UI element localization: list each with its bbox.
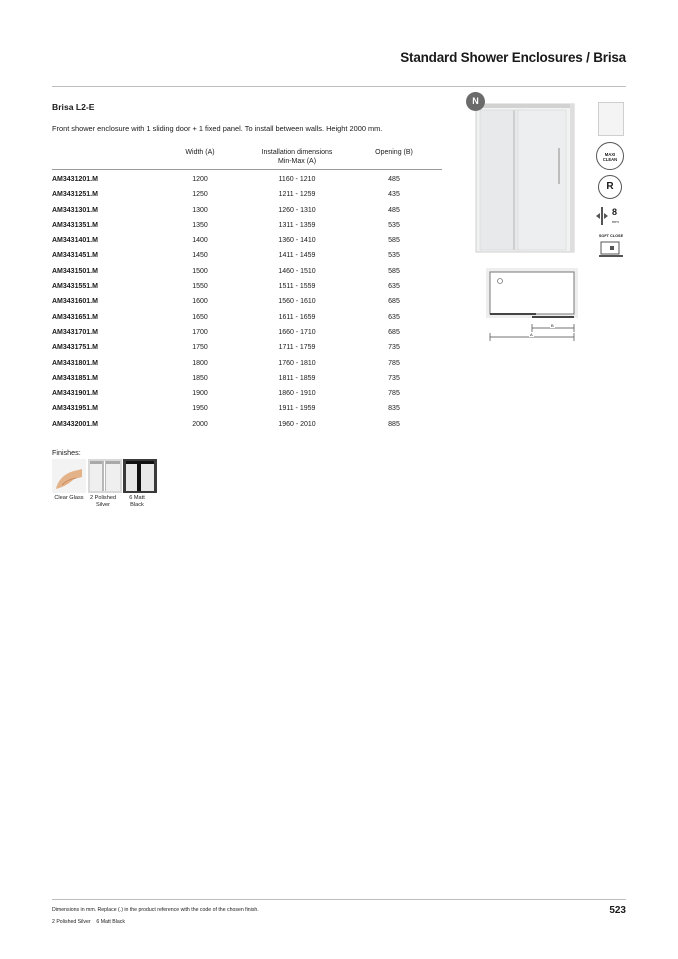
installation-range: 1711 - 1759	[278, 344, 316, 352]
opening-value: 585	[388, 237, 400, 245]
installation-range: 1411 - 1459	[278, 252, 316, 260]
opening-value: 735	[388, 344, 400, 352]
width-value: 1950	[192, 405, 208, 413]
opening-value: 835	[388, 405, 400, 413]
footer-rule	[52, 899, 626, 900]
installation-range: 1560 - 1610	[278, 298, 316, 306]
product-reference: AM3431251.M	[52, 191, 98, 199]
opening-value: 635	[388, 283, 400, 291]
polished-silver-swatch	[88, 459, 122, 493]
table-row	[52, 327, 442, 342]
installation-range: 1260 - 1310	[278, 206, 316, 214]
column-header-installation-line1: Installation dimensions	[261, 149, 333, 156]
page-number: 523	[609, 905, 626, 916]
product-reference: AM3431451.M	[52, 252, 98, 260]
reversible-icon: R	[598, 175, 622, 199]
opening-value: 635	[388, 313, 400, 321]
installation-range: 1211 - 1259	[278, 191, 316, 199]
glass-thickness-value: 8	[612, 207, 618, 217]
opening-value: 585	[388, 267, 400, 275]
table-row	[52, 388, 442, 403]
product-reference: AM3432001.M	[52, 420, 98, 428]
maxi-clean-icon: MAXI CLEAN	[596, 142, 624, 170]
table-row	[52, 174, 442, 189]
plan-label-a: A	[530, 332, 533, 337]
finishes-label: Finishes:	[52, 448, 81, 457]
table-row	[52, 403, 442, 418]
glass-thickness-unit: mm	[612, 219, 619, 224]
product-table	[52, 174, 442, 434]
width-value: 1700	[192, 328, 208, 336]
table-row	[52, 281, 442, 296]
table-row	[52, 250, 442, 265]
header-rule	[52, 86, 626, 87]
width-value: 1600	[192, 298, 208, 306]
opening-value: 785	[388, 390, 400, 398]
installation-range: 1660 - 1710	[278, 328, 316, 336]
product-reference: AM3431401.M	[52, 237, 98, 245]
width-value: 1200	[192, 176, 208, 183]
installation-range: 1960 - 2010	[278, 420, 316, 428]
width-value: 1850	[192, 374, 208, 382]
width-value: 1650	[192, 313, 208, 321]
opening-value: 435	[388, 191, 400, 199]
opening-value: 785	[388, 359, 400, 367]
column-header-installation-line2: Min-Max (A)	[277, 158, 317, 165]
opening-value: 535	[388, 221, 400, 229]
table-row	[52, 205, 442, 220]
glass-thickness-icon	[596, 206, 628, 228]
product-reference: AM3431601.M	[52, 298, 98, 306]
table-row	[52, 189, 442, 204]
model-name: Brisa L2-E	[52, 102, 95, 112]
finish-label-clear-glass: Clear Glass	[54, 495, 84, 501]
new-badge: N	[466, 92, 485, 111]
table-row	[52, 342, 442, 357]
product-reference: AM3431851.M	[52, 374, 98, 382]
installation-range: 1911 - 1959	[278, 405, 316, 413]
table-row	[52, 220, 442, 235]
opening-value: 485	[388, 206, 400, 214]
width-value: 1450	[192, 252, 208, 260]
table-row	[52, 358, 442, 373]
installation-range: 1611 - 1659	[278, 313, 316, 321]
footer-finish-codes: 2 Polished Silver 6 Matt Black	[52, 919, 125, 925]
table-row	[52, 312, 442, 327]
opening-value: 685	[388, 328, 400, 336]
column-header-installation	[242, 148, 352, 166]
installation-range: 1760 - 1810	[278, 359, 316, 367]
product-reference: AM3431651.M	[52, 313, 98, 321]
width-value: 1300	[192, 206, 208, 214]
table-row	[52, 419, 442, 434]
width-value: 1750	[192, 344, 208, 352]
installation-range: 1360 - 1410	[278, 237, 316, 245]
width-value: 1550	[192, 283, 208, 291]
thumbnail-icon	[598, 102, 624, 136]
product-image	[474, 100, 577, 253]
model-description: Front shower enclosure with 1 sliding door + 1 fixed panel. To install between walls. Height 2000 mm.	[52, 124, 383, 133]
column-header-width: Width (A)	[185, 149, 215, 156]
finish-label-polished-silver: 2 Polished Silver	[89, 495, 117, 508]
product-reference: AM3431501.M	[52, 267, 98, 275]
column-header-opening: Opening (B)	[375, 149, 413, 156]
width-value: 1500	[192, 267, 208, 275]
installation-range: 1811 - 1859	[278, 374, 316, 382]
soft-close-icon: SOFT CLOSE	[596, 234, 626, 262]
width-value: 2000	[192, 420, 208, 428]
table-row	[52, 373, 442, 388]
installation-range: 1160 - 1210	[278, 176, 316, 183]
opening-value: 485	[388, 176, 400, 183]
installation-range: 1511 - 1559	[278, 283, 316, 291]
width-value: 1250	[192, 191, 208, 199]
width-value: 1900	[192, 390, 208, 398]
finish-label-matt-black: 6 Matt Black	[129, 495, 145, 508]
opening-value: 685	[388, 298, 400, 306]
product-reference: AM3431901.M	[52, 390, 98, 398]
opening-value: 535	[388, 252, 400, 260]
product-reference: AM3431201.M	[52, 176, 98, 183]
opening-value: 885	[388, 420, 400, 428]
matt-black-swatch	[123, 459, 157, 493]
product-reference: AM3431351.M	[52, 221, 98, 229]
opening-value: 735	[388, 374, 400, 382]
product-reference: AM3431551.M	[52, 283, 98, 291]
width-value: 1800	[192, 359, 208, 367]
installation-range: 1860 - 1910	[278, 390, 316, 398]
clear-glass-swatch	[52, 459, 86, 493]
product-reference: AM3431301.M	[52, 206, 98, 214]
table-row	[52, 296, 442, 311]
product-reference: AM3431801.M	[52, 359, 98, 367]
product-reference: AM3431701.M	[52, 328, 98, 336]
footer-note: Dimensions in mm. Replace (.) in the product reference with the code of the chosen finish.	[52, 907, 259, 913]
page-header-title: Standard Shower Enclosures / Brisa	[400, 50, 626, 65]
width-value: 1350	[192, 221, 208, 229]
installation-range: 1311 - 1359	[278, 221, 316, 229]
plan-label-b: B	[551, 323, 554, 328]
table-row	[52, 235, 442, 250]
product-reference: AM3431951.M	[52, 405, 98, 413]
plan-diagram	[486, 268, 582, 344]
table-header-rule	[52, 169, 442, 170]
width-value: 1400	[192, 237, 208, 245]
installation-range: 1460 - 1510	[278, 267, 316, 275]
table-row	[52, 266, 442, 281]
product-reference: AM3431751.M	[52, 344, 98, 352]
